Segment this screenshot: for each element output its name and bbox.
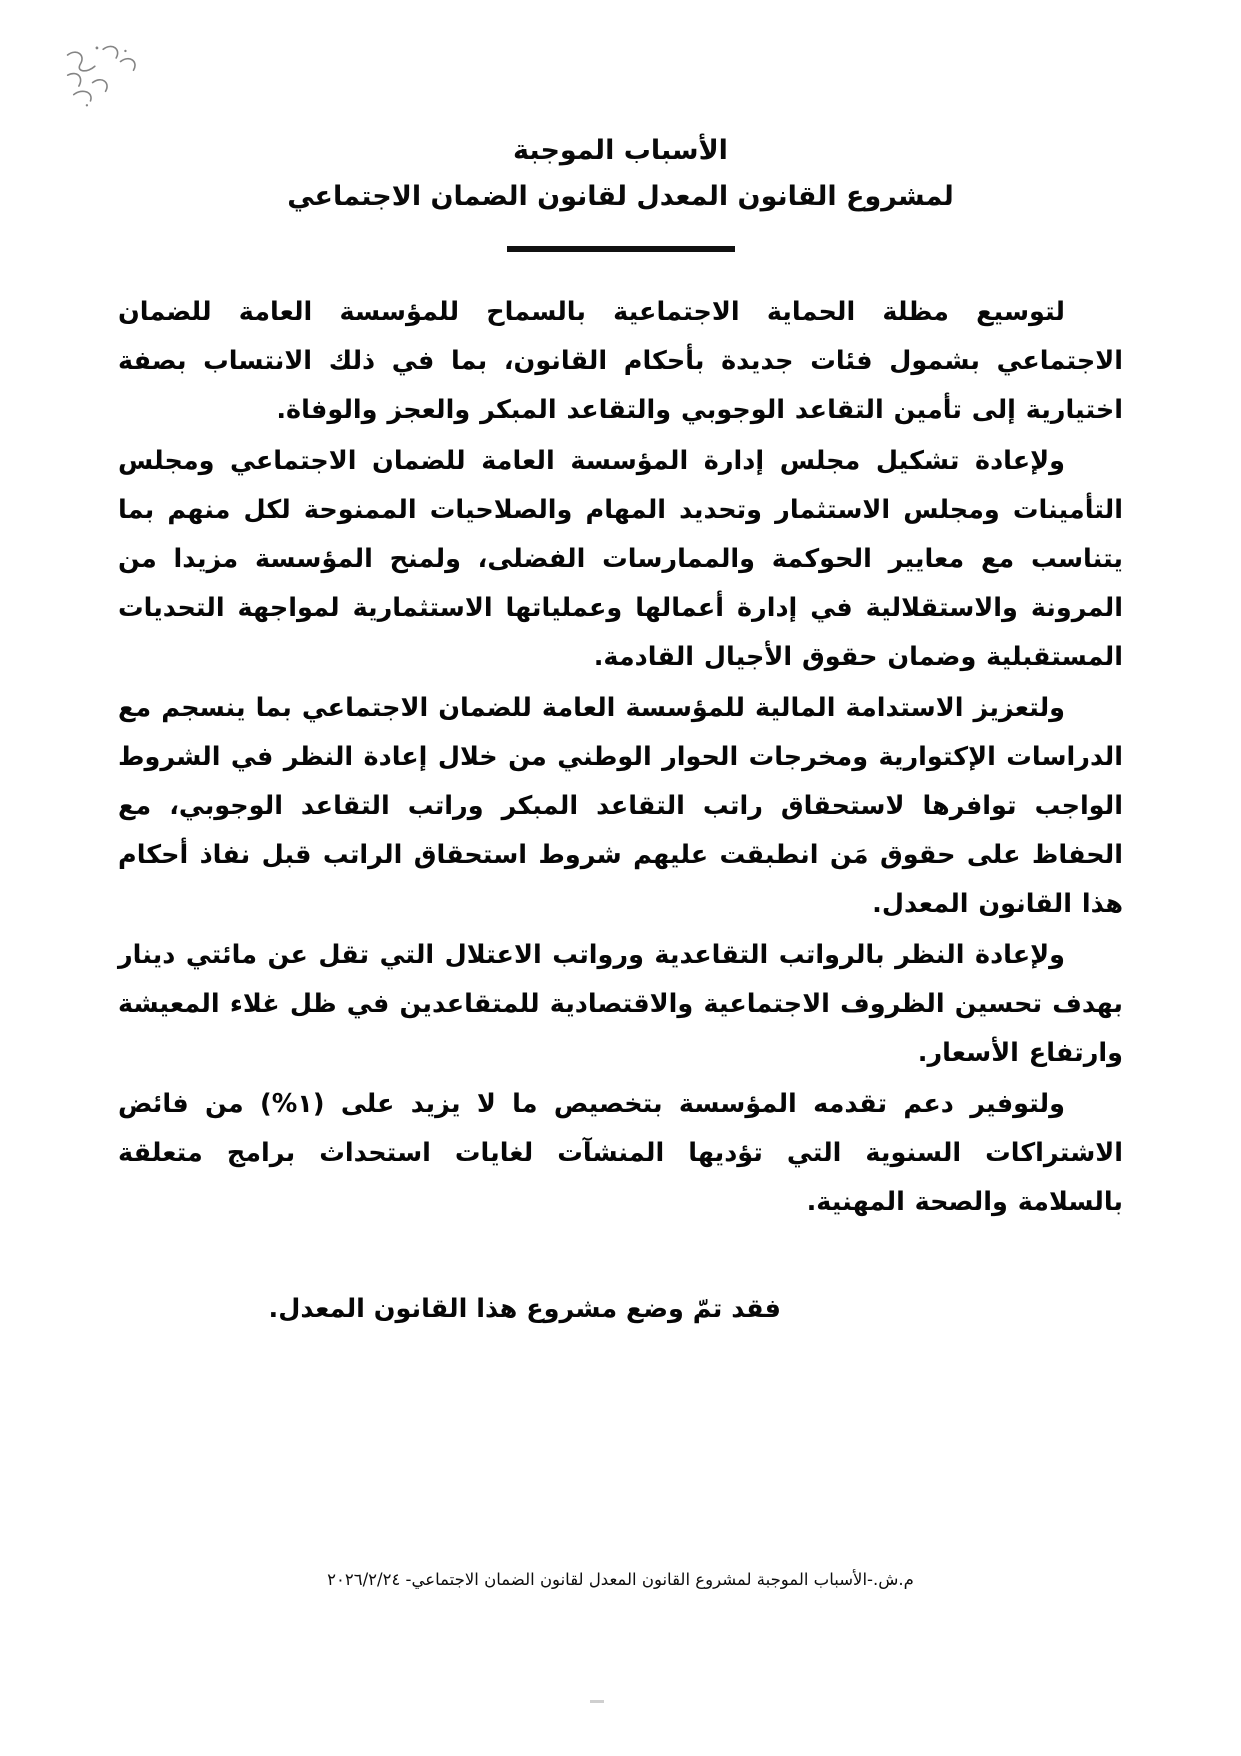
document-title-block bbox=[118, 128, 1123, 252]
paragraph-2: ولإعادة تشكيل مجلس إدارة المؤسسة العامة للضمان الاجتماعي ومجلس التأمينات ومجلس الاستثمار وتحديد المهام والصلاحيات الممنوحة لكل منهم بما يتناسب مع معايير الحوكمة والممارسات الفضلى، ولمنح المؤسسة مزيدا من المرونة والاستقلالية في إدارة أعمالها وعملياتها الاستثمارية لمواجهة التحديات المستقبلية وضمان حقوق الأجيال القادمة. bbox=[118, 446, 1123, 672]
paragraph-1: لتوسيع مظلة الحماية الاجتماعية بالسماح للمؤسسة العامة للضمان الاجتماعي بشمول فئات جديدة بأحكام القانون، بما في ذلك الانتساب بصفة اختيارية إلى تأمين التقاعد الوجوبي والتقاعد المبكر والعجز والوفاة. bbox=[118, 297, 1123, 425]
paragraph-5: ولتوفير دعم تقدمه المؤسسة بتخصيص ما لا يزيد على (١%) من فائض الاشتراكات السنوية التي تؤديها المنشآت لغايات استحداث برامج متعلقة بالسلامة والصحة المهنية. bbox=[118, 1089, 1123, 1217]
title-divider-rule bbox=[507, 246, 735, 252]
document-paragraphs bbox=[118, 288, 1123, 1334]
document-footer: م.ش.-الأسباب الموجبة لمشروع القانون المعدل لقانون الضمان الاجتماعي- ٢٠٢٦/٢/٢٤ bbox=[327, 1570, 914, 1589]
handwritten-corner-mark-icon bbox=[59, 34, 176, 117]
document-title-line-1: الأسباب الموجبة bbox=[513, 135, 728, 166]
paragraph-3: ولتعزيز الاستدامة المالية للمؤسسة العامة للضمان الاجتماعي بما ينسجم مع الدراسات الإكتوارية ومخرجات الحوار الوطني من خلال إعادة النظر في الشروط الواجب توافرها لاستحقاق راتب التقاعد المبكر وراتب التقاعد الوجوبي، مع الحفاظ على حقوق مَن انطبقت عليهم شروط استحقاق الراتب قبل نفاذ أحكام هذا القانون المعدل. bbox=[118, 693, 1123, 919]
document-content bbox=[0, 128, 1241, 1334]
paragraph-4: ولإعادة النظر بالرواتب التقاعدية ورواتب الاعتلال التي تقل عن مائتي دينار بهدف تحسين الظروف الاجتماعية والاقتصادية للمتقاعدين في ظل غلاء المعيشة وارتفاع الأسعار. bbox=[118, 940, 1123, 1068]
page-speck bbox=[590, 1700, 604, 1703]
document-title-line-2: لمشروع القانون المعدل لقانون الضمان الاجتماعي bbox=[287, 181, 954, 212]
closing-statement: فقد تمّ وضع مشروع هذا القانون المعدل. bbox=[268, 1294, 781, 1324]
